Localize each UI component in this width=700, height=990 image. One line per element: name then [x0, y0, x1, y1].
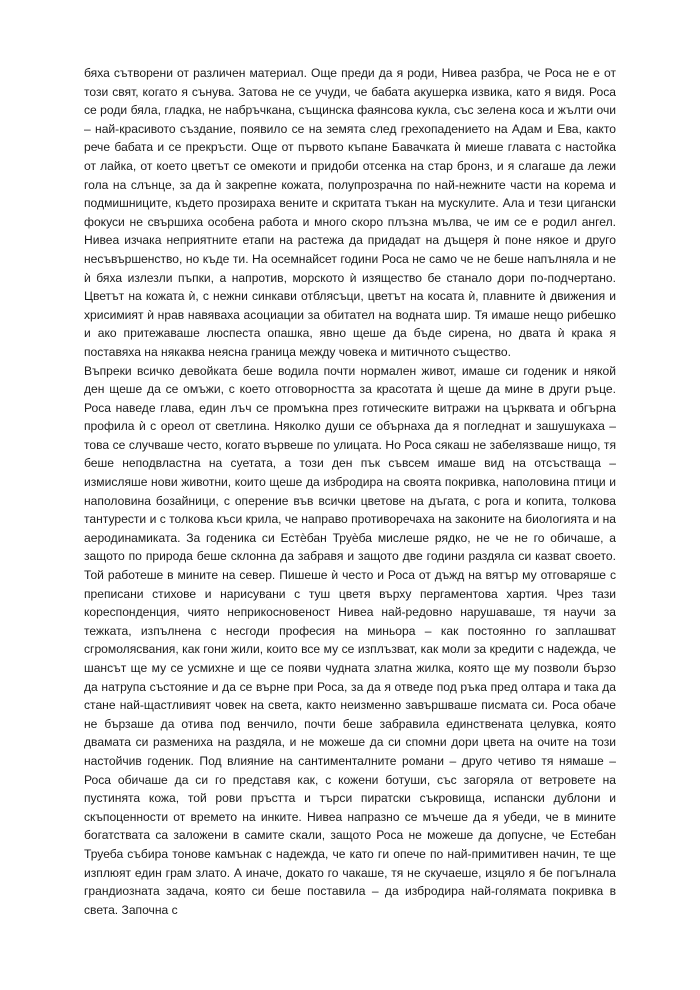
body-text [84, 64, 616, 919]
paragraph: бяха сътворени от различен материал. Още преди да я роди, Нивеа разбра, че Роса не е от този свят, когато я сънува. Затова не се учуди, че бабата акушерка извика, като я видя. Роса се роди бяла, гладка, не набръчкана, същинска фаянсова кукла, със зелена коса и жълти очи – най-красивото създание, появило се на земята след грехопадението на Адам и Ева, както рече бабата и се прекръсти. Още от първото къпане Бавачката ѝ миеше главата с настойка от лайка, от което цветът се омекоти и придоби отсенка на стар бронз, и я слагаше да лежи гола на слънце, за да ѝ закрепне кожата, полупрозрачна по най-нежните части на корема и подмишниците, където прозираха вените и скритата тъкан на мускулите. Ала и тези цигански фокуси не свършиха особена работа и много скоро плъзна мълва, че им се е родил ангел. Нивеа изчака неприятните етапи на растежа да придадат на дъщеря ѝ поне някое и друго несъвършенство, но къде ти. На осемнайсет години Роса не само че не беше напълняла и не ѝ бяха излезли пъпки, а напротив, морското ѝ изящество бе станало дори по-подчертано. Цветът на кожата ѝ, с нежни синкави отблясъци, цветът на косата ѝ, плавните ѝ движения и хрисимият ѝ нрав навяваха асоциации за обитател на водната шир. Тя имаше нещо рибешко и ако притежаваше люспеста опашка, явно щеше да бъде сирена, но двата ѝ крака я поставяха на някаква неясна граница между човека и митичното същество. [84, 66, 616, 359]
paragraph: Въпреки всичко девойката беше водила почти нормален живот, имаше си годеник и някой ден щеше да се омъжи, с което отговорността за красотата ѝ щеше да мине в други ръце. Роса наведе глава, един лъч се промъкна през готическите витражи на църквата и обгърна профила ѝ с ореол от светлина. Няколко души се обърнаха да я погледнат и зашушукаха – това се случваше често, когато вървеше по улицата. Но Роса сякаш не забелязваше нищо, тя беше неподвластна на суетата, а този ден пък съвсем имаше вид на отсъстваща – измисляше нови животни, които щеше да избродира на своята покривка, наполовина птици и наполовина бозайници, с оперение във всички цветове на дъгата, с рога и копита, толкова тантурести и с толкова къси крила, че направо противоречаха на законите на биологията и на аеродинамиката. За годеника си Естѐбан Труѐба мислеше рядко, не че не го обичаше, а защото по природа беше склонна да забравя и защото две години раздяла си казват своето. Той работеше в мините на север. Пишеше ѝ често и Роса от дъжд на вятър му отговаряше с преписани стихове и нарисувани с туш цветя върху пергаментова хартия. Чрез тази кореспонденция, чиято неприкосновеност Нивеа най-редовно нарушаваше, тя научи за тежката, изпълнена с несгоди професия на миньора – как постоянно го заплашват сгромолясвания, как гони жили, които все му се изплъзват, как моли за кредити с надежда, че шансът ще му се усмихне и ще се появи чудната златна жилка, която ще му позволи бързо да натрупа състояние и да се върне при Роса, за да я отведе под ръка пред олтара и така да стане най-щастливият човек на света, както неизменно завършваше писмата си. Роса обаче не бързаше да отива под венчило, почти беше забравила единствената целувка, която двамата си размениха на раздяла, и не можеше да си спомни дори цвета на очите на този настойчив годеник. Под влияние на сантименталните романи – друго четиво тя нямаше – Роса обичаше да си го представя как, с кожени ботуши, със загоряла от ветровете на пустинята кожа, той рови пръстта и търси пиратски съкровища, испански дублони и скъпоценности от времето на инките. Нивеа напразно се мъчеше да я убеди, че в мините богатствата са заложени в самите скали, защото Роса не можеше да допусне, че Естебан Труеба събира тонове камънак с надежда, че като ги опече по най-примитивен начин, те ще изплюят един грам злато. А иначе, докато го чакаше, тя не скучаеше, изцяло я бе погълнала грандиозната задача, която си беше поставила – да избродира най-голямата покривка в света. Започна с [84, 363, 616, 917]
